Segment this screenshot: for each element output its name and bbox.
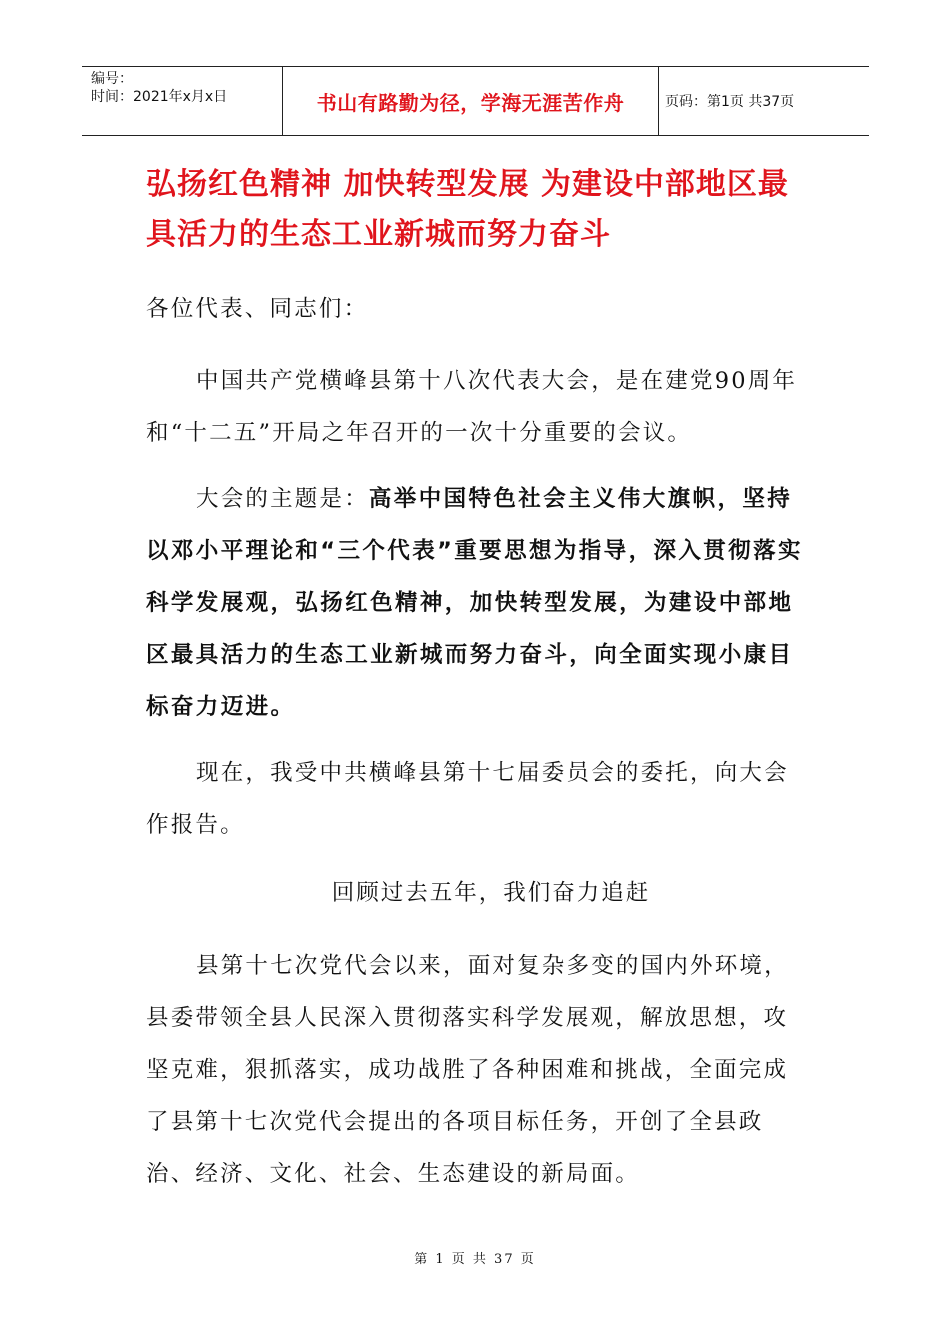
section-heading: 回顾过去五年，我们奋力追赶 <box>331 880 651 906</box>
time-label: 时间：2021年x月x日 <box>91 89 228 105</box>
header-meta <box>82 67 283 135</box>
theme-statement: 高举中国特色社会主义伟大旗帜，坚持以邓小平理论和“三个代表”重要思想为指导，深入贯彻落实科学发展观，弘扬红色精神，加快转型发展，为建设中部地区最具活力的生态工业新城而努力奋斗，向全面实现小康目标奋力迈进。 <box>146 486 803 720</box>
document-title: 弘扬红色精神 加快转型发展 为建设中部地区最具活力的生态工业新城而努力奋斗 <box>146 167 789 252</box>
number-label: 编号： <box>91 71 133 87</box>
theme-lead: 大会的主题是： <box>196 486 369 512</box>
paragraph-1: 中国共产党横峰县第十八次代表大会，是在建党90周年和“十二五”开局之年召开的一次十分重要的会议。 <box>146 368 798 446</box>
header-motto: 书山有路勤为径，学海无涯苦作舟 <box>283 67 659 135</box>
paragraph-4: 县第十七次党代会以来，面对复杂多变的国内外环境，县委带领全县人民深入贯彻落实科学发展观，解放思想，攻坚克难，狠抓落实，成功战胜了各种困难和挑战，全面完成了县第十七次党代会提出的各项目标任务，开创了全县政治、经济、文化、社会、生态建设的新局面。 <box>146 953 789 1187</box>
header-page-info: 页码：第1页 共37页 <box>665 94 795 110</box>
page-footer: 第 1 页 共 37 页 <box>414 1252 536 1267</box>
header-table <box>82 66 869 136</box>
paragraph-3: 现在，我受中共横峰县第十七届委员会的委托，向大会作报告。 <box>146 760 789 838</box>
paragraph-2 <box>146 473 806 733</box>
salutation: 各位代表、同志们： <box>146 296 369 322</box>
